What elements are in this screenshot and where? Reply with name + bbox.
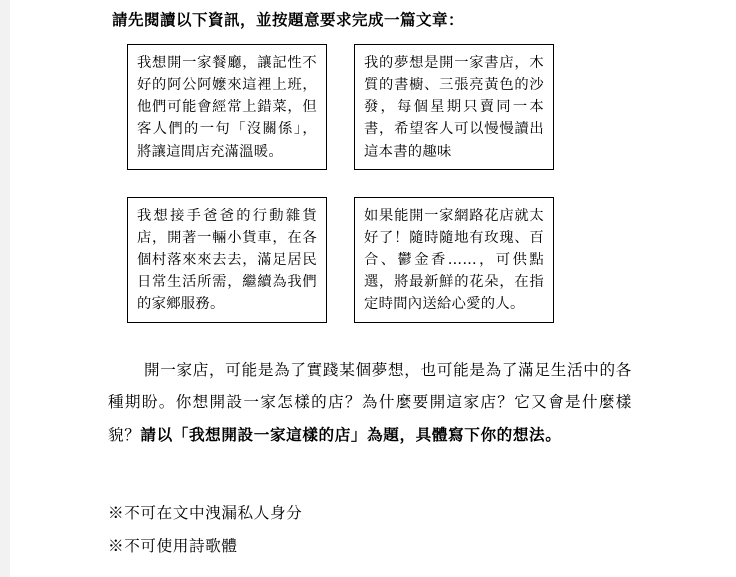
essay-instructions — [108, 355, 632, 452]
info-box-restaurant: 我想開一家餐廳，讓記性不好的阿公阿嬤來這裡上班，他們可能會經常上錯菜，但客人們的一句「沒關係」，將讓這間店充滿溫暖。 — [127, 44, 327, 170]
page-left-margin — [0, 0, 10, 577]
essay-text-part1: 開一家店，可能是為了實踐某個夢想，也可能是為了滿足生活中的各種期盼。你想開設一家怎樣的店？為什麼要開這家店？它又會是什麼樣貌？ — [108, 361, 632, 444]
note-item-privacy: ※不可在文中洩漏私人身分 — [108, 504, 303, 522]
essay-text-part2: 請以「我想開設一家這樣的店」為題，具體寫下你的想法。 — [140, 424, 562, 444]
info-box-grocery-truck: 我想接手爸爸的行動雜貨店，開著一輛小貨車，在各個村落來來去去，滿足居民日常生活所需，繼續為我們的家鄉服務。 — [127, 197, 327, 323]
info-boxes-group — [127, 44, 607, 323]
info-box-row-top — [127, 44, 607, 170]
info-box-flower-shop: 如果能開一家網路花店就太好了！隨時隨地有玫瑰、百合、鬱金香……，可供點選，將最新鮮的花朵，在指定時間內送給心愛的人。 — [354, 197, 554, 323]
note-item-no-poetry: ※不可使用詩歌體 — [108, 536, 238, 555]
page-title: 請先閱讀以下資訊，並按題意要求完成一篇文章： — [112, 10, 465, 29]
notes-list — [108, 497, 632, 562]
info-box-bookstore: 我的夢想是開一家書店，木質的書櫥、三張亮黃色的沙發，每個星期只賣同一本書，希望客人可以慢慢讀出這本書的趣味 — [354, 44, 554, 170]
info-box-row-bottom — [127, 197, 607, 323]
box-row-spacer — [127, 170, 607, 197]
